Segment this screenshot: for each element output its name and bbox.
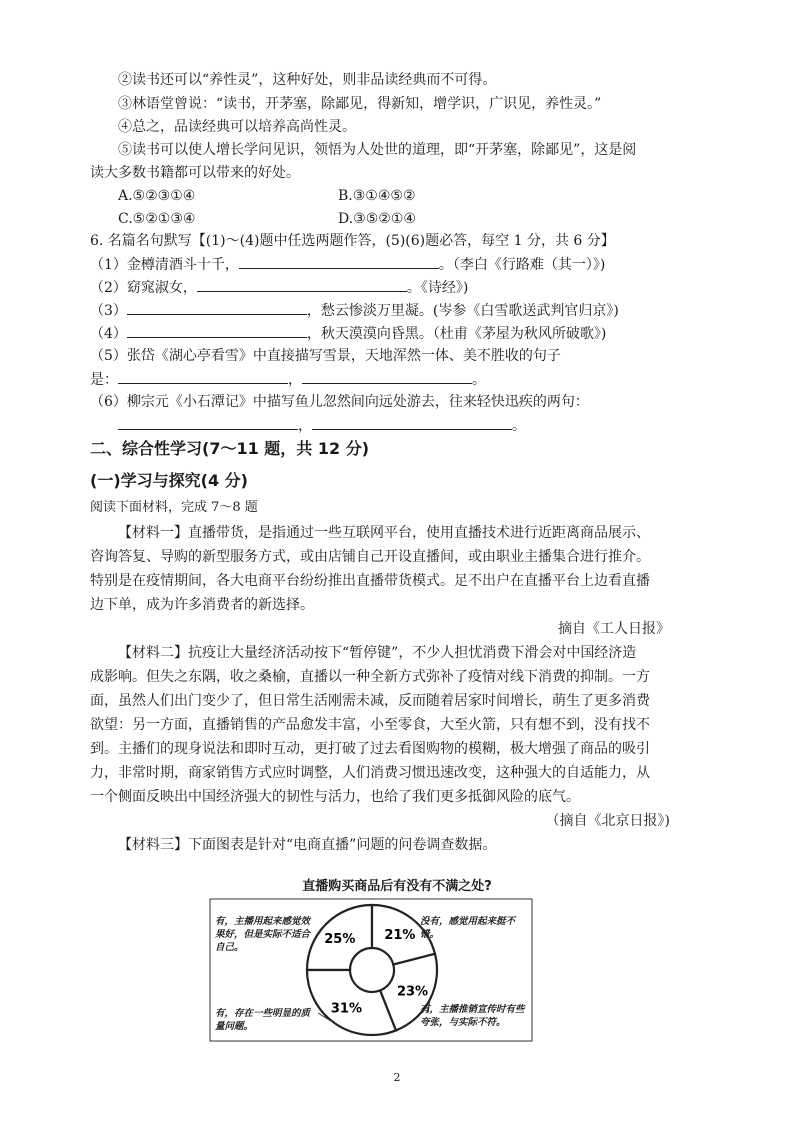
- answer-blank[interactable]: [118, 369, 288, 384]
- q6-item-2: [90, 277, 468, 298]
- material-1-line-1: 【材料一】直播带货，是指通过一些互联网平台，使用直播技术进行近距离商品展示、: [118, 525, 650, 541]
- q5-sentence-4: ④总之，品读经典可以培养高尚性灵。: [118, 119, 356, 135]
- survey-pie-chart: [0, 895, 794, 1075]
- section-title: 二、综合性学习(7～11 题，共 12 分): [90, 439, 370, 458]
- q6-item-3-post: ，愁云惨淡万里凝。(岑参《白雪歌送武判官归京》): [306, 303, 619, 319]
- q5-sentence-5-cont: 读大多数书籍都可以带来的好处。: [90, 165, 300, 181]
- material-1-line-3: 特别是在疫情期间，各大电商平台纷纷推出直播带货模式。足不出户在直播平台上边看直播: [90, 573, 650, 589]
- material-2-line-4: 欲望：另一方面，直播销售的产品愈发丰富，小至零食，大至火箭，只有想不到，没有找不: [90, 717, 650, 733]
- material-2-line-2: 成影响。但失之东隅，收之桑榆，直播以一种全新方式弥补了疫情对线下消费的抑制。一方: [90, 669, 650, 685]
- q6-item-5-mid: ，: [288, 372, 302, 388]
- annotation-slice-2: 没有，感觉用起来挺不错。: [420, 916, 516, 940]
- material-2-line-3: 面，虽然人们出门变少了，但日常生活刚需未减，反而随着居家时间增长，萌生了更多消费: [90, 693, 650, 709]
- answer-blank[interactable]: [127, 323, 307, 338]
- q6-item-6-post: 。: [512, 418, 526, 434]
- q6-item-6-answer: [118, 415, 526, 436]
- q6-item-2-post: 。《诗经》): [406, 280, 469, 296]
- q6-item-2-pre: （2）窈窕淑女，: [90, 280, 197, 296]
- annotation-slice-4: 有，存在一些明显的质量问题。: [215, 1008, 311, 1032]
- q6-item-5-post: 。: [472, 372, 486, 388]
- material-2-line-1: 【材料二】抗疫让大量经济活动按下“暂停键”，不少人担忧消费下滑会对中国经济造: [118, 645, 637, 661]
- q6-item-5-answer: [90, 369, 486, 390]
- q6-item-4-pre: （4）: [90, 326, 127, 342]
- material-2-line-5: 到。主播们的现身说法和即时互动，更打破了过去看图购物的模糊，极大增强了商品的吸引: [90, 741, 650, 757]
- material-2-line-6: 力，非常时期，商家销售方式应时调整，人们消费习惯迅速改变，这种强大的自适能力，从: [90, 765, 650, 781]
- q6-item-1: [90, 254, 605, 275]
- q6-item-6-mid: ，: [298, 418, 312, 434]
- annotation-slice-3: 有，主播推销宣传时有些夸张，与实际不符。: [420, 1004, 525, 1028]
- q6-item-1-pre: （1）金樽清酒斗十千，: [90, 257, 239, 273]
- subsection-title: (一)学习与探究(4 分): [90, 471, 248, 490]
- q5-sentence-2: ②读书还可以“养性灵”，这种好处，则非品读经典而不可得。: [118, 72, 497, 88]
- answer-blank[interactable]: [312, 415, 512, 430]
- q6-title: 6. 名篇名句默写【(1)～(4)题中任选两题作答，(5)(6)题必答，每空 1 分，共 6 分】: [90, 233, 615, 249]
- answer-blank[interactable]: [197, 277, 407, 292]
- material-2-line-7: 一个侧面反映出中国经济强大的韧性与活力，也给了我们更多抵御风险的底气。: [90, 789, 580, 805]
- q6-item-4-post: ，秋天漠漠向昏黑。（杜甫《茅屋为秋风所破歌》): [306, 326, 607, 342]
- material-2-source: （摘自《北京日报》): [545, 813, 670, 829]
- q5-option-c: C.⑤②①③④: [118, 211, 196, 227]
- material-1-line-4: 边下单，成为许多消费者的新选择。: [90, 597, 314, 613]
- answer-blank[interactable]: [302, 369, 472, 384]
- annotation-slice-1: 有，主播用起来感觉效果好，但是实际不适合自己。: [215, 916, 311, 953]
- material-1-source: 摘自《工人日报》: [558, 621, 670, 637]
- q5-option-d: D.③⑤②①④: [338, 211, 416, 227]
- q6-item-1-post: 。（李白《行路难（其一）》): [438, 257, 606, 273]
- q5-option-a: A.⑤②③①④: [118, 188, 196, 204]
- q5-sentence-5: ⑤读书可以使人增长学问见识，领悟为人处世的道理，即“开茅塞，除鄙见”，这是阅: [118, 142, 637, 158]
- pie-slice-label: 23%: [396, 984, 429, 1000]
- pie-slice-label: 21%: [384, 928, 416, 944]
- answer-blank[interactable]: [118, 415, 298, 430]
- q6-item-3-pre: （3）: [90, 303, 127, 319]
- pie-slice-label: 31%: [330, 1001, 362, 1017]
- answer-blank[interactable]: [239, 254, 439, 269]
- pie-slice-label: 25%: [324, 931, 356, 947]
- q5-option-b: B.③①④⑤②: [338, 188, 416, 204]
- q6-item-3: [90, 300, 619, 321]
- material-1-line-2: 咨询答复、导购的新型服务方式，或由店铺自己开设直播间，或由职业主播集合进行推介。: [90, 549, 650, 565]
- chart-title: 直播购买商品后有没有不满之处?: [302, 879, 492, 894]
- answer-blank[interactable]: [127, 300, 307, 315]
- q6-item-6: （6）柳宗元《小石潭记》中描写鱼儿忽然间向远处游去，往来轻快迅疾的两句：: [90, 394, 589, 410]
- material-3-line: 【材料三】下面图表是针对“电商直播”问题的问卷调查数据。: [118, 837, 497, 853]
- q5-sentence-3: ③林语堂曾说：“读书，开茅塞，除鄙见，得新知，增学识，广识见，养性灵。”: [118, 96, 602, 112]
- q6-item-5: （5）张岱《湖心亭看雪》中直接描写雪景，天地浑然一体、美不胜收的句子: [90, 348, 561, 364]
- q6-item-4: [90, 323, 606, 344]
- page-number: 2: [393, 1071, 401, 1084]
- q6-item-5-pre: 是：: [90, 372, 118, 388]
- reading-instruction: 阅读下面材料，完成 7～8 题: [90, 500, 258, 515]
